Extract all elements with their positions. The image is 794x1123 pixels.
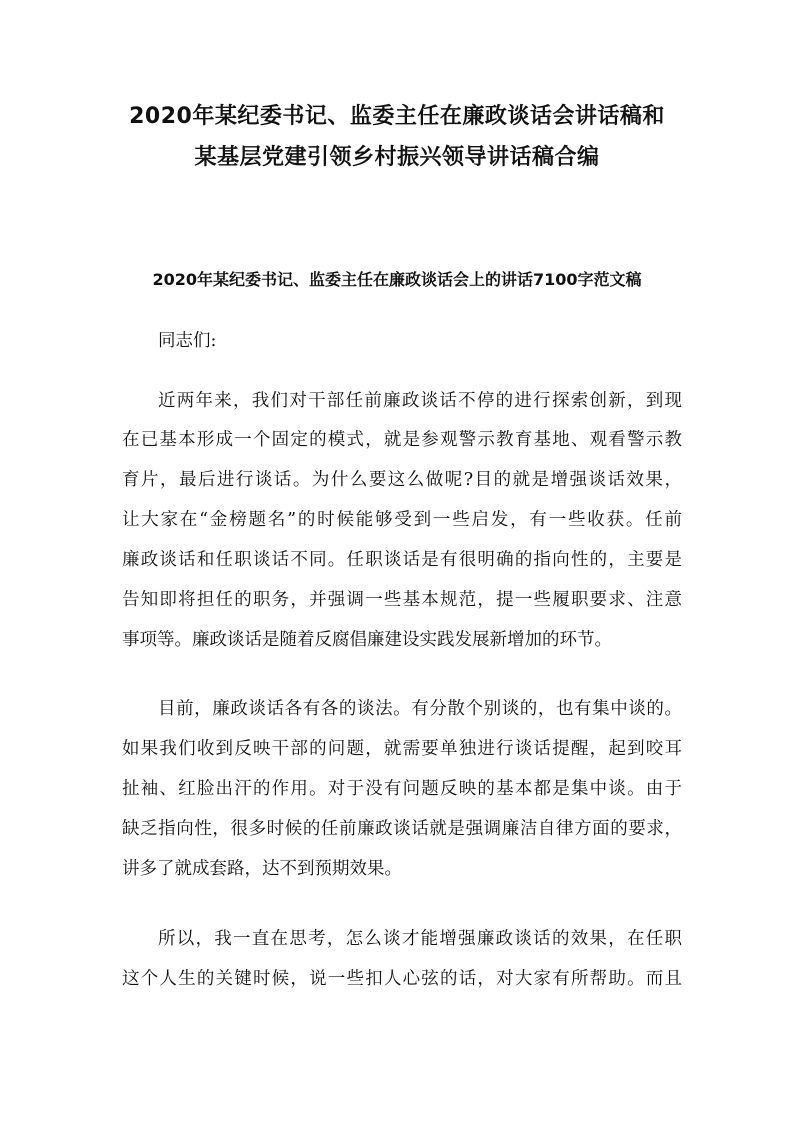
paragraph-3-line: 所以，我一直在思考，怎么谈才能增强廉政谈话的效果，在任职	[158, 929, 682, 949]
paragraph-1-line: 廉政谈话和任职谈话不同。任职谈话是有很明确的指向性的，主要是	[122, 550, 682, 570]
paragraph-2-line: 扯袖、红脸出汗的作用。对于没有问题反映的基本都是集中谈。由于	[122, 779, 682, 799]
paragraph-1-line: 近两年来，我们对干部任前廉政谈话不停的进行探索创新，到现	[158, 391, 682, 411]
paragraph-2-line: 目前，廉政谈话各有各的谈法。有分散个别谈的，也有集中谈的。	[158, 699, 682, 719]
paragraph-2-line: 缺乏指向性，很多时候的任前廉政谈话就是强调廉洁自律方面的要求，	[122, 819, 682, 839]
document-title-line-2: 某基层党建引领乡村振兴领导讲话稿合编	[194, 145, 600, 170]
paragraph-3-line: 这个人生的关键时候，说一些扣人心弦的话，对大家有所帮助。而且	[122, 969, 682, 989]
paragraph-1-line: 事项等。廉政谈话是随着反腐倡廉建设实践发展新增加的环节。	[122, 630, 612, 650]
document-title-line-1: 2020年某纪委书记、监委主任在廉政谈话会讲话稿和	[129, 104, 665, 129]
paragraph-2-line: 如果我们收到反映干部的问题，就需要单独进行谈话提醒，起到咬耳	[122, 739, 682, 759]
paragraph-1-line: 育片，最后进行谈话。为什么要这么做呢?目的就是增强谈话效果，	[122, 470, 682, 490]
paragraph-1-line: 让大家在“金榜题名”的时候能够受到一些启发，有一些收获。任前	[122, 510, 682, 530]
paragraph-1-line: 告知即将担任的职务，并强调一些基本规范，提一些履职要求、注意	[122, 590, 682, 610]
paragraph-2-line: 讲多了就成套路，达不到预期效果。	[122, 859, 402, 879]
salutation: 同志们:	[158, 331, 217, 351]
paragraph-1-line: 在已基本形成一个固定的模式，就是参观警示教育基地、观看警示教	[122, 430, 682, 450]
speech-subtitle: 2020年某纪委书记、监委主任在廉政谈话会上的讲话7100字范文稿	[152, 270, 642, 289]
